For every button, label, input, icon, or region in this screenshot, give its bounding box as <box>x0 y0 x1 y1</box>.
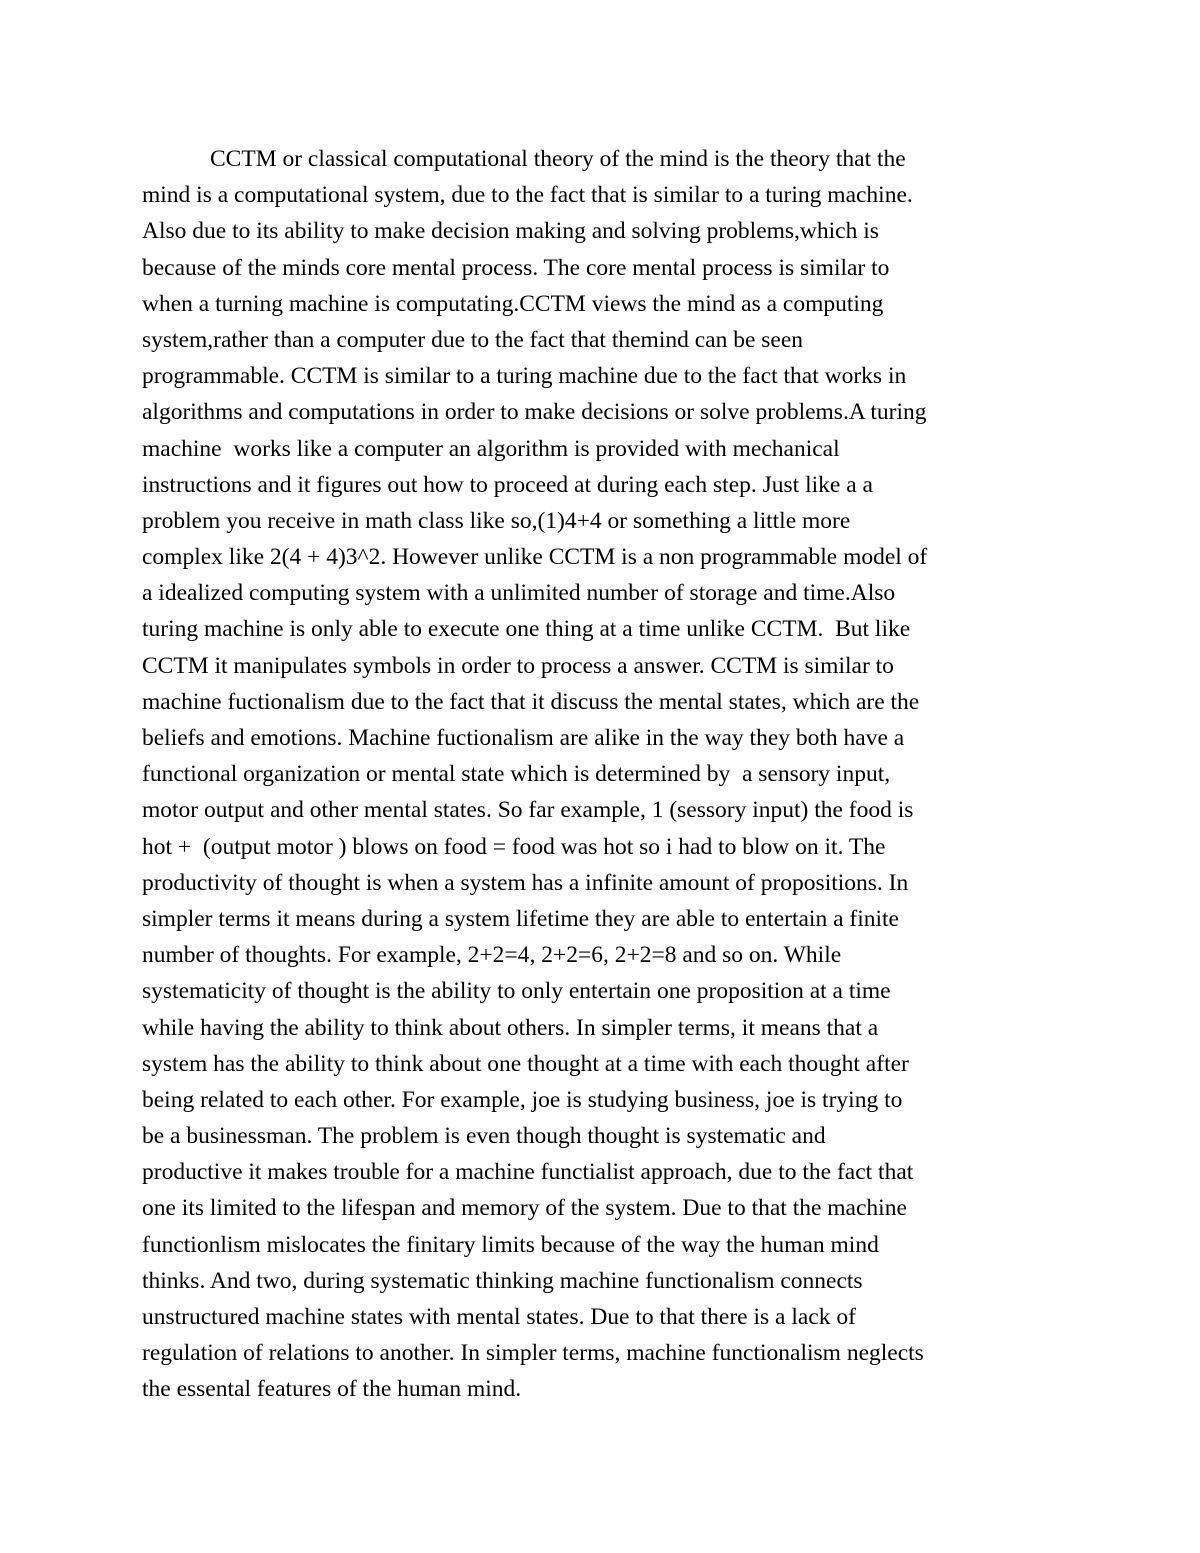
paragraph-line: Also due to its ability to make decision making and solving problems,which is <box>142 218 879 245</box>
paragraph-line: when a turning machine is computating.CCTM views the mind as a computing <box>142 290 884 317</box>
paragraph-line: while having the ability to think about others. In simpler terms, it means that a <box>142 1014 879 1041</box>
paragraph-line: because of the minds core mental process. The core mental process is similar to <box>142 254 890 281</box>
paragraph-line: turing machine is only able to execute one thing at a time unlike CCTM. But like <box>142 616 911 643</box>
paragraph-line: CCTM or classical computational theory of the mind is the theory that the <box>210 146 906 172</box>
paragraph-line: unstructured machine states with mental states. Due to that there is a lack of <box>142 1304 856 1330</box>
paragraph-line: machine works like a computer an algorithm is provided with mechanical <box>142 435 840 462</box>
paragraph-line: beliefs and emotions. Machine fuctionalism are alike in the way they both have a <box>142 725 905 751</box>
paragraph-line: CCTM it manipulates symbols in order to process a answer. CCTM is similar to <box>142 652 894 679</box>
paragraph-line: one its limited to the lifespan and memory of the system. Due to that the machine <box>142 1195 907 1222</box>
paragraph-line: being related to each other. For example, joe is studying business, joe is trying to <box>142 1086 903 1113</box>
paragraph-line: mind is a computational system, due to the fact that is similar to a turing machine. <box>142 182 913 209</box>
paragraph-line: thinks. And two, during systematic thinking machine functionalism connects <box>142 1267 863 1294</box>
paragraph-line: programmable. CCTM is similar to a turing machine due to the fact that works in <box>142 363 907 390</box>
paragraph-line: motor output and other mental states. So far example, 1 (sessory input) the food is <box>142 797 914 824</box>
paragraph-line: be a businessman. The problem is even though thought is systematic and <box>142 1123 826 1150</box>
paragraph-line: functionlism mislocates the finitary limits because of the way the human mind <box>142 1231 879 1258</box>
paragraph-line: productivity of thought is when a system has a infinite amount of propositions. In <box>142 869 909 896</box>
paragraph-line: number of thoughts. For example, 2+2=4, 2+2=6, 2+2=8 and so on. While <box>142 942 842 969</box>
paragraph-line: productive it makes trouble for a machine functialist approach, due to the fact that <box>142 1159 914 1186</box>
paragraph-line: machine fuctionalism due to the fact that it discuss the mental states, which are the <box>142 688 920 715</box>
paragraph-line: problem you receive in math class like so,(1)4+4 or something a little more <box>142 507 851 534</box>
paragraph-line: a idealized computing system with a unlimited number of storage and time.Also <box>142 580 896 607</box>
paragraph-line: systematicity of thought is the ability to only entertain one proposition at a time <box>142 978 891 1005</box>
paragraph-line: the essental features of the human mind. <box>142 1376 522 1403</box>
paragraph-line: system,rather than a computer due to the fact that themind can be seen <box>142 326 804 353</box>
paragraph-line: system has the ability to think about one thought at a time with each thought after <box>142 1050 909 1077</box>
paragraph-line: algorithms and computations in order to make decisions or solve problems.A turing <box>142 399 927 426</box>
paragraph-line: hot + (output motor ) blows on food = food was hot so i had to blow on it. The <box>142 833 886 860</box>
paragraph-line: functional organization or mental state which is determined by a sensory input, <box>142 761 891 788</box>
paragraph-line: regulation of relations to another. In simpler terms, machine functionalism neglects <box>142 1340 924 1367</box>
paragraph-line: complex like 2(4 + 4)3^2. However unlike CCTM is a non programmable model of <box>142 544 928 571</box>
paragraph-line: instructions and it figures out how to proceed at during each step. Just like a a <box>142 471 873 498</box>
paragraph-line: simpler terms it means during a system lifetime they are able to entertain a finite <box>142 905 899 932</box>
essay-paragraph <box>142 141 1082 1408</box>
